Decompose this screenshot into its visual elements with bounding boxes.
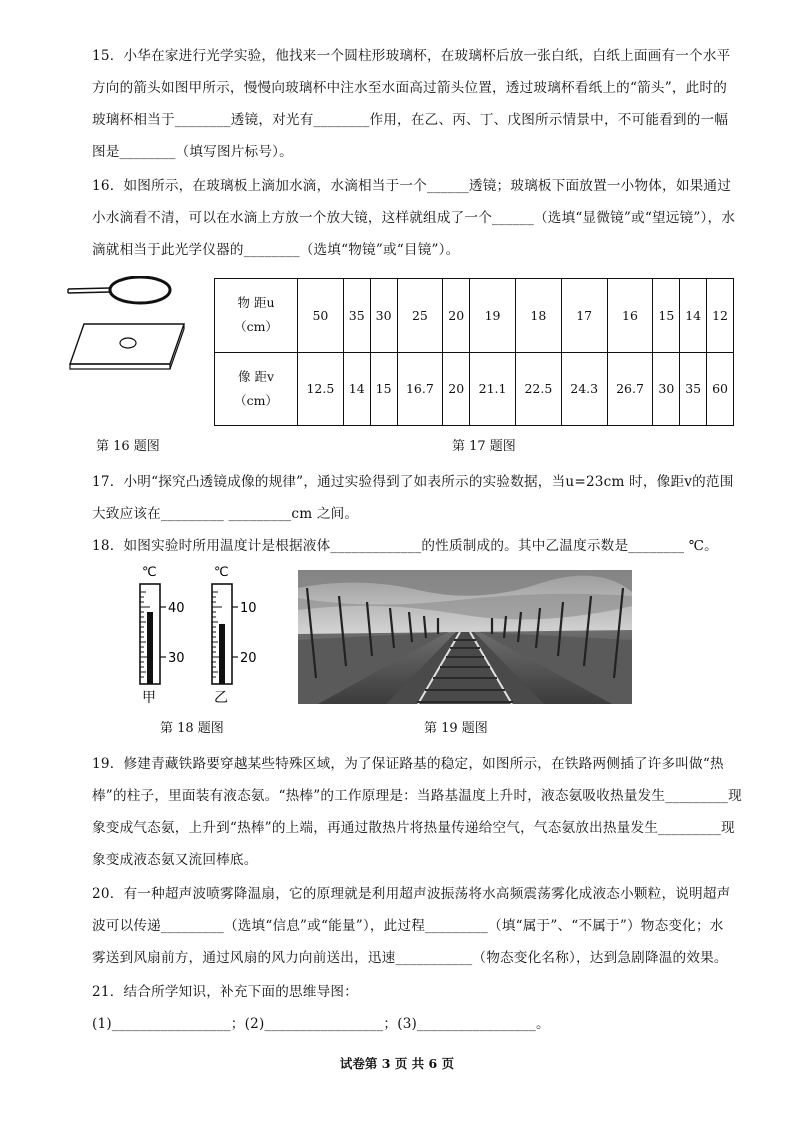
u-cell: 15	[653, 279, 680, 353]
q21-line-1: 21．结合所学知识，补充下面的思维导图：	[92, 984, 358, 1000]
fig18-caption: 第 18 题图	[160, 721, 224, 736]
fig17-caption: 第 17 题图	[452, 439, 516, 454]
fig16-caption: 第 16 题图	[96, 439, 160, 454]
jia-lower-label: 30	[168, 651, 185, 666]
yi-upper-label: 10	[240, 601, 257, 616]
v-cell: 35	[680, 352, 707, 426]
u-cell: 20	[443, 279, 470, 353]
v-cell: 22.5	[515, 352, 561, 426]
object-distance-header: 物 距u （cm）	[215, 279, 298, 353]
v-cell: 24.3	[561, 352, 607, 426]
q20-line-1: 20．有一种超声波喷雾降温扇，它的原理就是利用超声波振荡将水高频震荡雾化成液态小颗粒，说明超声	[92, 886, 731, 902]
q15-line-3: 玻璃杯相当于________透镜，对光有________作用，在乙、丙、丁、戊图所示情景中，不可能看到的一幅	[92, 112, 729, 128]
u-cell: 14	[680, 279, 707, 353]
v-cell: 26.7	[607, 352, 653, 426]
q21-line-2: (1)_________________；(2)_________________；(3)_________________。	[92, 1016, 550, 1032]
u-cell: 25	[397, 279, 443, 353]
q15-line-1: 15．小华在家进行光学实验，他找来一个圆柱形玻璃杯，在玻璃杯后放一张白纸，白纸上面画有一个水平	[92, 48, 731, 64]
u-cell: 35	[343, 279, 370, 353]
v-cell: 21.1	[470, 352, 516, 426]
v-cell: 20	[443, 352, 470, 426]
v-cell: 12.5	[298, 352, 344, 426]
fig18-thermometers	[130, 562, 270, 710]
q17-line-2: 大致应该在_________ _________cm 之间。	[92, 506, 359, 522]
v-cell: 30	[653, 352, 680, 426]
jia-upper-label: 40	[168, 601, 185, 616]
q19-line-4: 象变成液态氨又流回棒底。	[92, 852, 258, 868]
q20-line-3: 雾送到风扇前方，通过风扇的风力向前送出，迅速___________（物态变化名称），达到急剧降温的效果。	[92, 950, 728, 966]
q19-line-1: 19．修建青藏铁路要穿越某些特殊区域，为了保证路基的稳定，如图所示，在铁路两侧插了许多叫做“热	[92, 756, 724, 772]
image-distance-header: 像 距v （cm）	[215, 352, 298, 426]
v-cell: 14	[343, 352, 370, 426]
q16-line-3: 滴就相当于此光学仪器的________（选填“物镜”或“目镜”）。	[92, 242, 460, 258]
q16-line-2: 小水滴看不清，可以在水滴上方放一个放大镜，这样就组成了一个______（选填“显微镜”或“望远镜”），水	[92, 210, 736, 226]
u-cell: 16	[607, 279, 653, 353]
q15-line-4: 图是________（填写图片标号）。	[92, 144, 293, 160]
fig16-magnifier-drawing	[66, 276, 206, 396]
q17-line-1: 17．小明“探究凸透镜成像的规律”，通过实验得到了如表所示的实验数据，当u=23cm 时，像距v的范围	[92, 474, 734, 490]
v-cell: 60	[707, 352, 734, 426]
jia-label: 甲	[142, 690, 156, 706]
u-cell: 30	[370, 279, 397, 353]
v-cell: 15	[370, 352, 397, 426]
q19-line-3: 象变成气态氨，上升到“热棒”的上端，再通过散热片将热量传递给空气，气态氨放出热量发生_________现	[92, 820, 735, 836]
fig19-caption: 第 19 题图	[424, 721, 488, 736]
q16-line-1: 16．如图所示，在玻璃板上滴加水滴，水滴相当于一个______透镜；玻璃板下面放置一小物体，如果通过	[92, 178, 732, 194]
q17-data-table	[214, 278, 734, 426]
image-distance-row	[215, 352, 734, 426]
u-cell: 50	[298, 279, 344, 353]
yi-lower-label: 20	[240, 651, 257, 666]
yi-label: 乙	[214, 690, 228, 706]
q19-line-2: 棒”的柱子，里面装有液态氨。“热棒”的工作原理是：当路基温度上升时，液态氨吸收热量发生_________现	[92, 788, 742, 804]
u-cell: 12	[707, 279, 734, 353]
object-distance-row	[215, 279, 734, 353]
yi-unit-label: ℃	[214, 565, 229, 580]
q20-line-2: 波可以传递_________（选填“信息”或“能量”），此过程_________（填“属于”、“不属于”）物态变化；水	[92, 918, 724, 934]
q15-line-2: 方向的箭头如图甲所示，慢慢向玻璃杯中注水至水面高过箭头位置，透过玻璃杯看纸上的“箭头”，此时的	[92, 80, 728, 96]
u-cell: 19	[470, 279, 516, 353]
u-cell: 17	[561, 279, 607, 353]
fig19-railway-photo	[298, 570, 632, 704]
jia-unit-label: ℃	[142, 565, 157, 580]
u-cell: 18	[515, 279, 561, 353]
page-footer: 试卷第 3 页 共 6 页	[339, 1056, 455, 1071]
v-cell: 16.7	[397, 352, 443, 426]
q18-line-1: 18．如图实验时所用温度计是根据液体_____________的性质制成的。其中乙温度示数是________ ℃。	[92, 538, 718, 554]
